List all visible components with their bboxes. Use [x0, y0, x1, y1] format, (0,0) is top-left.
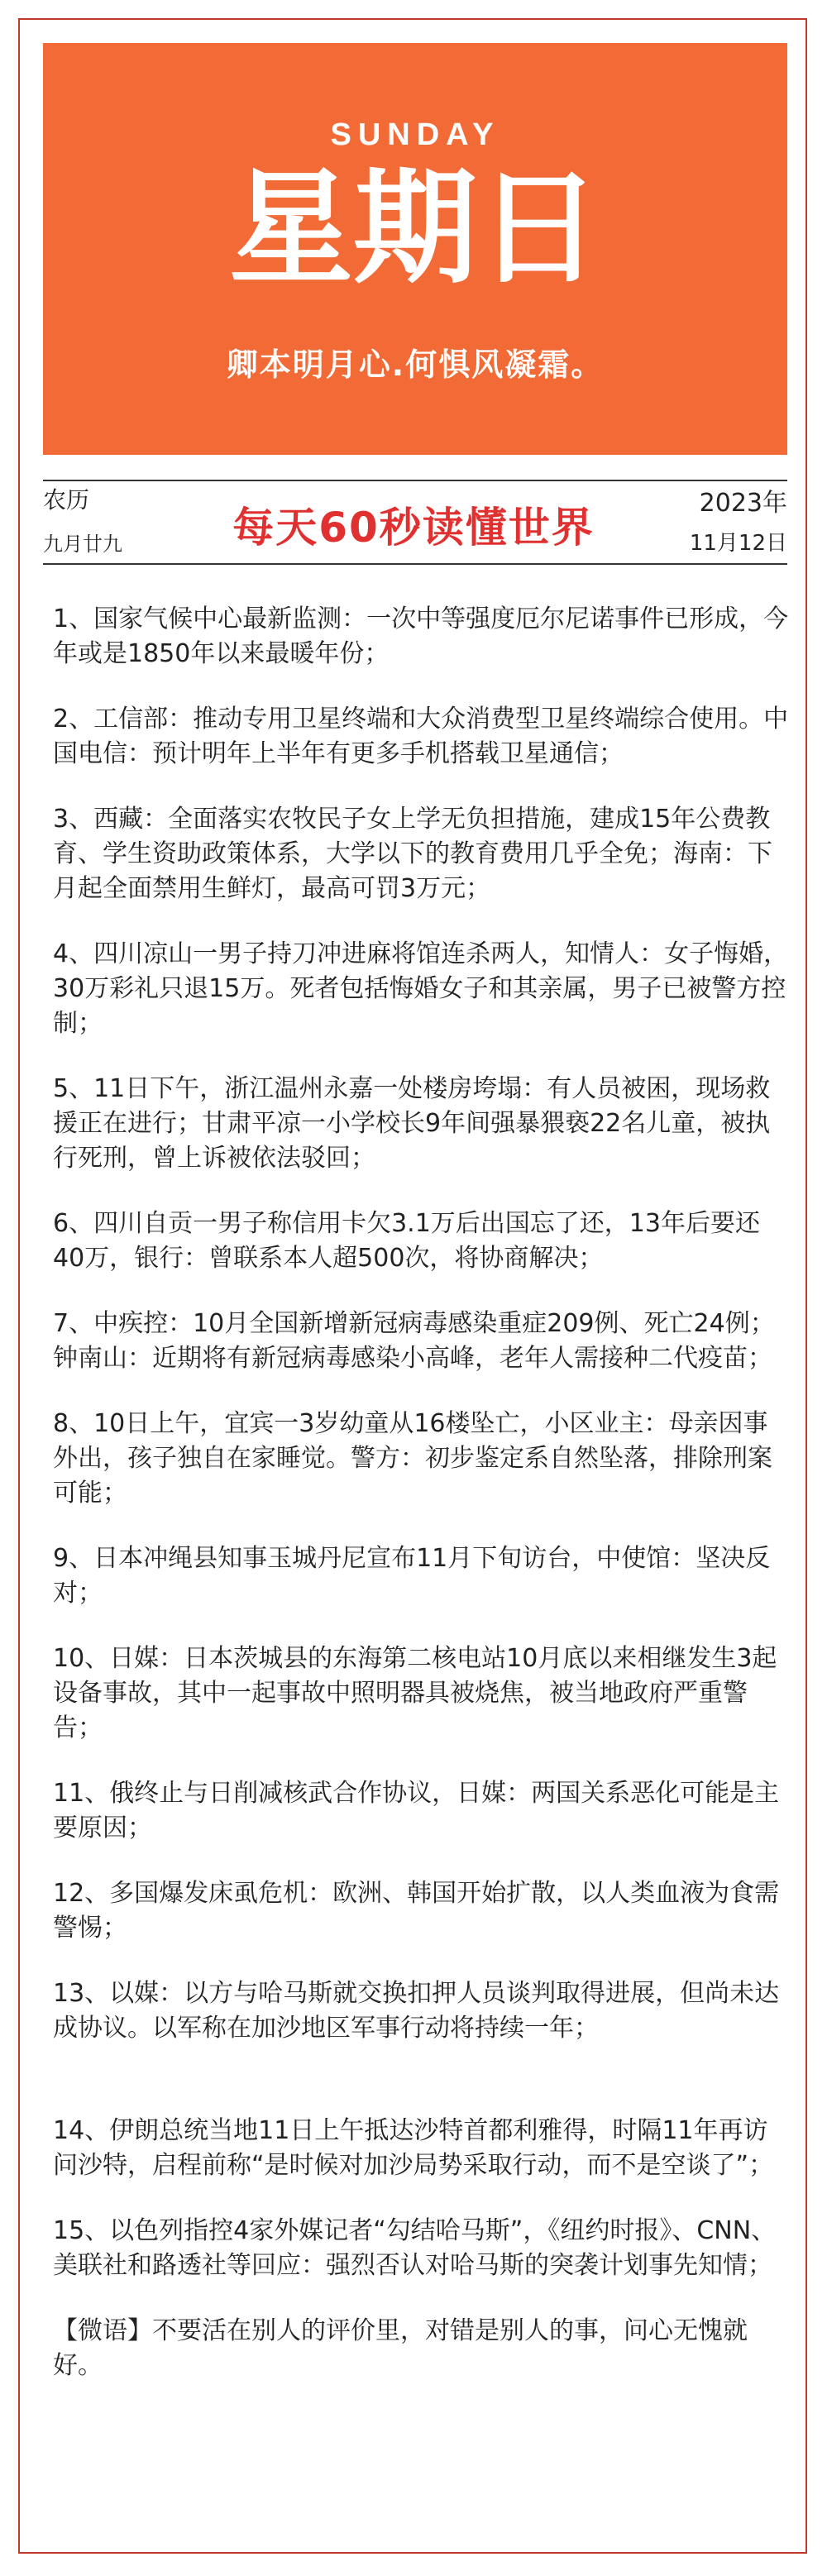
motto-text: 卿本明月心.何惧风凝霜。 [226, 346, 605, 383]
weekday-english: SUNDAY [330, 117, 500, 152]
daily-quote: 【微语】不要活在别人的评价里，对错是别人的事，问心无愧就好。 [53, 2316, 748, 2380]
news-item: 8、10日上午，宜宾一3岁幼童从16楼坠亡，小区业主：母亲因事外出，孩子独自在家睡觉。警方：初步鉴定系自然坠落，排除刑案可能； [53, 1409, 772, 1508]
page-title: 每天60秒读懂世界 [232, 504, 595, 552]
news-item: 1、国家气候中心最新监测：一次中等强度厄尔尼诺事件已形成，今年或是1850年以来最暖年份； [53, 605, 789, 668]
news-list [53, 602, 789, 2383]
news-item: 5、11日下午，浙江温州永嘉一处楼房垮塌：有人员被困，现场救援正在进行；甘肃平凉一小学校长9年间强暴猥亵22名儿童，被执行死刑，曾上诉被依法驳回； [53, 1074, 771, 1173]
weekday-chinese: 星期日 [228, 157, 601, 301]
date-month-day: 11月12日 [689, 531, 787, 556]
news-item: 12、多国爆发床虱危机：欧洲、韩国开始扩散，以人类血液为食需警惕； [53, 1879, 780, 1943]
news-item: 2、工信部：推动专用卫星终端和大众消费型卫星终端综合使用。中国电信：预计明年上半年有更多手机搭载卫星通信； [53, 705, 789, 768]
news-item: 9、日本冲绳县知事玉城丹尼宣布11月下旬访台，中使馆：坚决反对； [53, 1544, 771, 1608]
divider-top [43, 480, 787, 481]
news-item: 14、伊朗总统当地11日上午抵达沙特首都利雅得，时隔11年再访问沙特，启程前称“是时候对加沙局势采取行动，而不是空谈了”； [53, 2116, 774, 2180]
news-item: 11、俄终止与日削减核武合作协议，日媒：两国关系恶化可能是主要原因； [53, 1779, 780, 1842]
news-item: 13、以媒：以方与哈马斯就交换扣押人员谈判取得进展，但尚未达成协议。以军称在加沙地区军事行动将持续一年； [53, 1979, 780, 2043]
news-item: 7、中疾控：10月全国新增新冠病毒感染重症209例、死亡24例；钟南山：近期将有新冠病毒感染小高峰，老年人需接种二代疫苗； [53, 1309, 775, 1373]
lunar-date: 九月廿九 [43, 533, 122, 556]
news-item: 3、西藏：全面落实农牧民子女上学无负担措施，建成15年公费教育、学生资助政策体系，大学以下的教育费用几乎全免；海南：下月起全面禁用生鲜灯，最高可罚3万元； [53, 805, 772, 903]
news-item: 6、四川自贡一男子称信用卡欠3.1万后出国忘了还，13年后要还40万，银行：曾联系本人超500次，将协商解决； [53, 1209, 760, 1273]
date-year: 2023年 [699, 489, 787, 518]
lunar-label: 农历 [43, 486, 90, 514]
news-item: 15、以色列指控4家外媒记者“勾结哈马斯”，《纽约时报》、CNN、美联社和路透社等回应：强烈否认对哈马斯的突袭计划事先知情； [53, 2216, 777, 2280]
header-banner [43, 43, 787, 455]
news-item: 4、四川凉山一男子持刀冲进麻将馆连杀两人，知情人：女子悔婚，30万彩礼只退15万。死者包括悔婚女子和其亲属，男子已被警方控制； [53, 939, 789, 1038]
news-item: 10、日媒：日本茨城县的东海第二核电站10月底以来相继发生3起设备事故，其中一起事故中照明器具被烧焦，被当地政府严重警告； [53, 1644, 777, 1742]
divider-bottom [43, 563, 787, 565]
